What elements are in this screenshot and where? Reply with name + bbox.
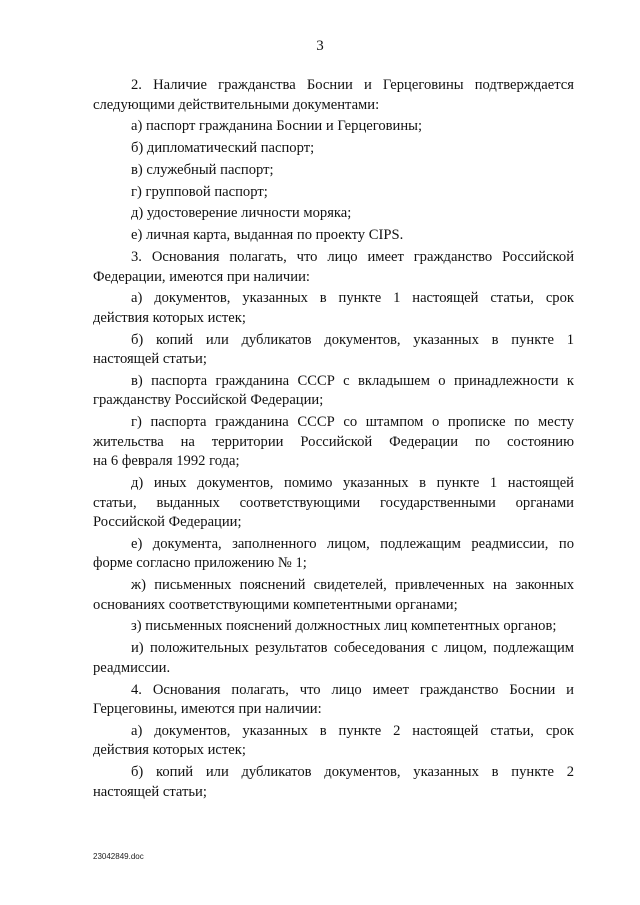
text-line: з) письменных пояснений должностных лиц компетентных органов;	[131, 618, 557, 635]
paragraph	[93, 722, 574, 761]
paragraph	[93, 289, 574, 328]
paragraph	[93, 474, 574, 533]
file-name-footer: 23042849.doc	[93, 852, 144, 861]
paragraph	[93, 617, 574, 637]
text-line: настоящей статьи;	[93, 783, 207, 800]
text-line: б) дипломатический паспорт;	[131, 140, 315, 157]
text-line: настоящей статьи;	[93, 351, 207, 368]
paragraph	[93, 413, 574, 472]
text-line: а) документов, указанных в пункте 2 настоящей статьи, срок	[131, 722, 574, 739]
text-line: основаниях соответствующими компетентными органами;	[93, 596, 458, 613]
paragraph	[93, 372, 574, 411]
text-line: и) положительных результатов собеседования с лицом, подлежащим	[131, 640, 574, 657]
paragraph	[93, 139, 574, 159]
text-line: 3. Основания полагать, что лицо имеет гражданство Российской	[131, 249, 574, 266]
text-line: б) копий или дубликатов документов, указанных в пункте 2	[131, 764, 574, 781]
text-line: в) паспорта гражданина СССР с вкладышем о принадлежности к	[131, 372, 574, 389]
text-line: действия которых истек;	[93, 742, 246, 759]
text-line: жительства на территории Российской Федерации по состоянию	[93, 433, 574, 450]
text-line: на 6 февраля 1992 года;	[93, 453, 240, 470]
text-line: б) копий или дубликатов документов, указанных в пункте 1	[131, 331, 574, 348]
text-line: действия которых истек;	[93, 309, 246, 326]
text-line: г) групповой паспорт;	[131, 183, 268, 200]
text-line: форме согласно приложению № 1;	[93, 555, 307, 572]
text-line: реадмиссии.	[93, 659, 171, 676]
text-line: ж) письменных пояснений свидетелей, привлеченных на законных	[131, 577, 574, 594]
text-line: е) личная карта, выданная по проекту CIPS.	[131, 227, 404, 244]
paragraph	[93, 248, 574, 287]
text-line: г) паспорта гражданина СССР со штампом о прописке по месту	[131, 414, 574, 431]
text-line: Герцеговины, имеются при наличии:	[93, 701, 322, 718]
paragraph	[93, 639, 574, 678]
paragraph	[93, 117, 574, 137]
paragraph	[93, 204, 574, 224]
text-line: а) документов, указанных в пункте 1 настоящей статьи, срок	[131, 290, 574, 307]
paragraph	[93, 331, 574, 370]
text-line: статьи, выданных соответствующими государственными органами	[93, 494, 574, 511]
text-line: д) иных документов, помимо указанных в пункте 1 настоящей	[131, 475, 574, 492]
text-line: Федерации, имеются при наличии:	[93, 268, 310, 285]
text-line: 4. Основания полагать, что лицо имеет гражданство Боснии и	[131, 681, 574, 698]
document-body	[93, 76, 574, 802]
paragraph	[93, 226, 574, 246]
text-line: е) документа, заполненного лицом, подлежащим реадмиссии, по	[131, 535, 574, 552]
text-line: а) паспорт гражданина Боснии и Герцеговины;	[131, 118, 423, 135]
paragraph	[93, 763, 574, 802]
text-line: д) удостоверение личности моряка;	[131, 205, 352, 222]
paragraph	[93, 576, 574, 615]
page-number: 3	[316, 38, 324, 54]
text-line: следующими действительными документами:	[93, 96, 380, 113]
paragraph	[93, 535, 574, 574]
paragraph	[93, 161, 574, 181]
paragraph	[93, 76, 574, 115]
text-line: 2. Наличие гражданства Боснии и Герцеговины подтверждается	[131, 77, 574, 93]
text-line: гражданству Российской Федерации;	[93, 392, 324, 409]
paragraph	[93, 183, 574, 203]
text-line: в) служебный паспорт;	[131, 161, 274, 178]
text-line: Российской Федерации;	[93, 514, 242, 531]
paragraph	[93, 681, 574, 720]
